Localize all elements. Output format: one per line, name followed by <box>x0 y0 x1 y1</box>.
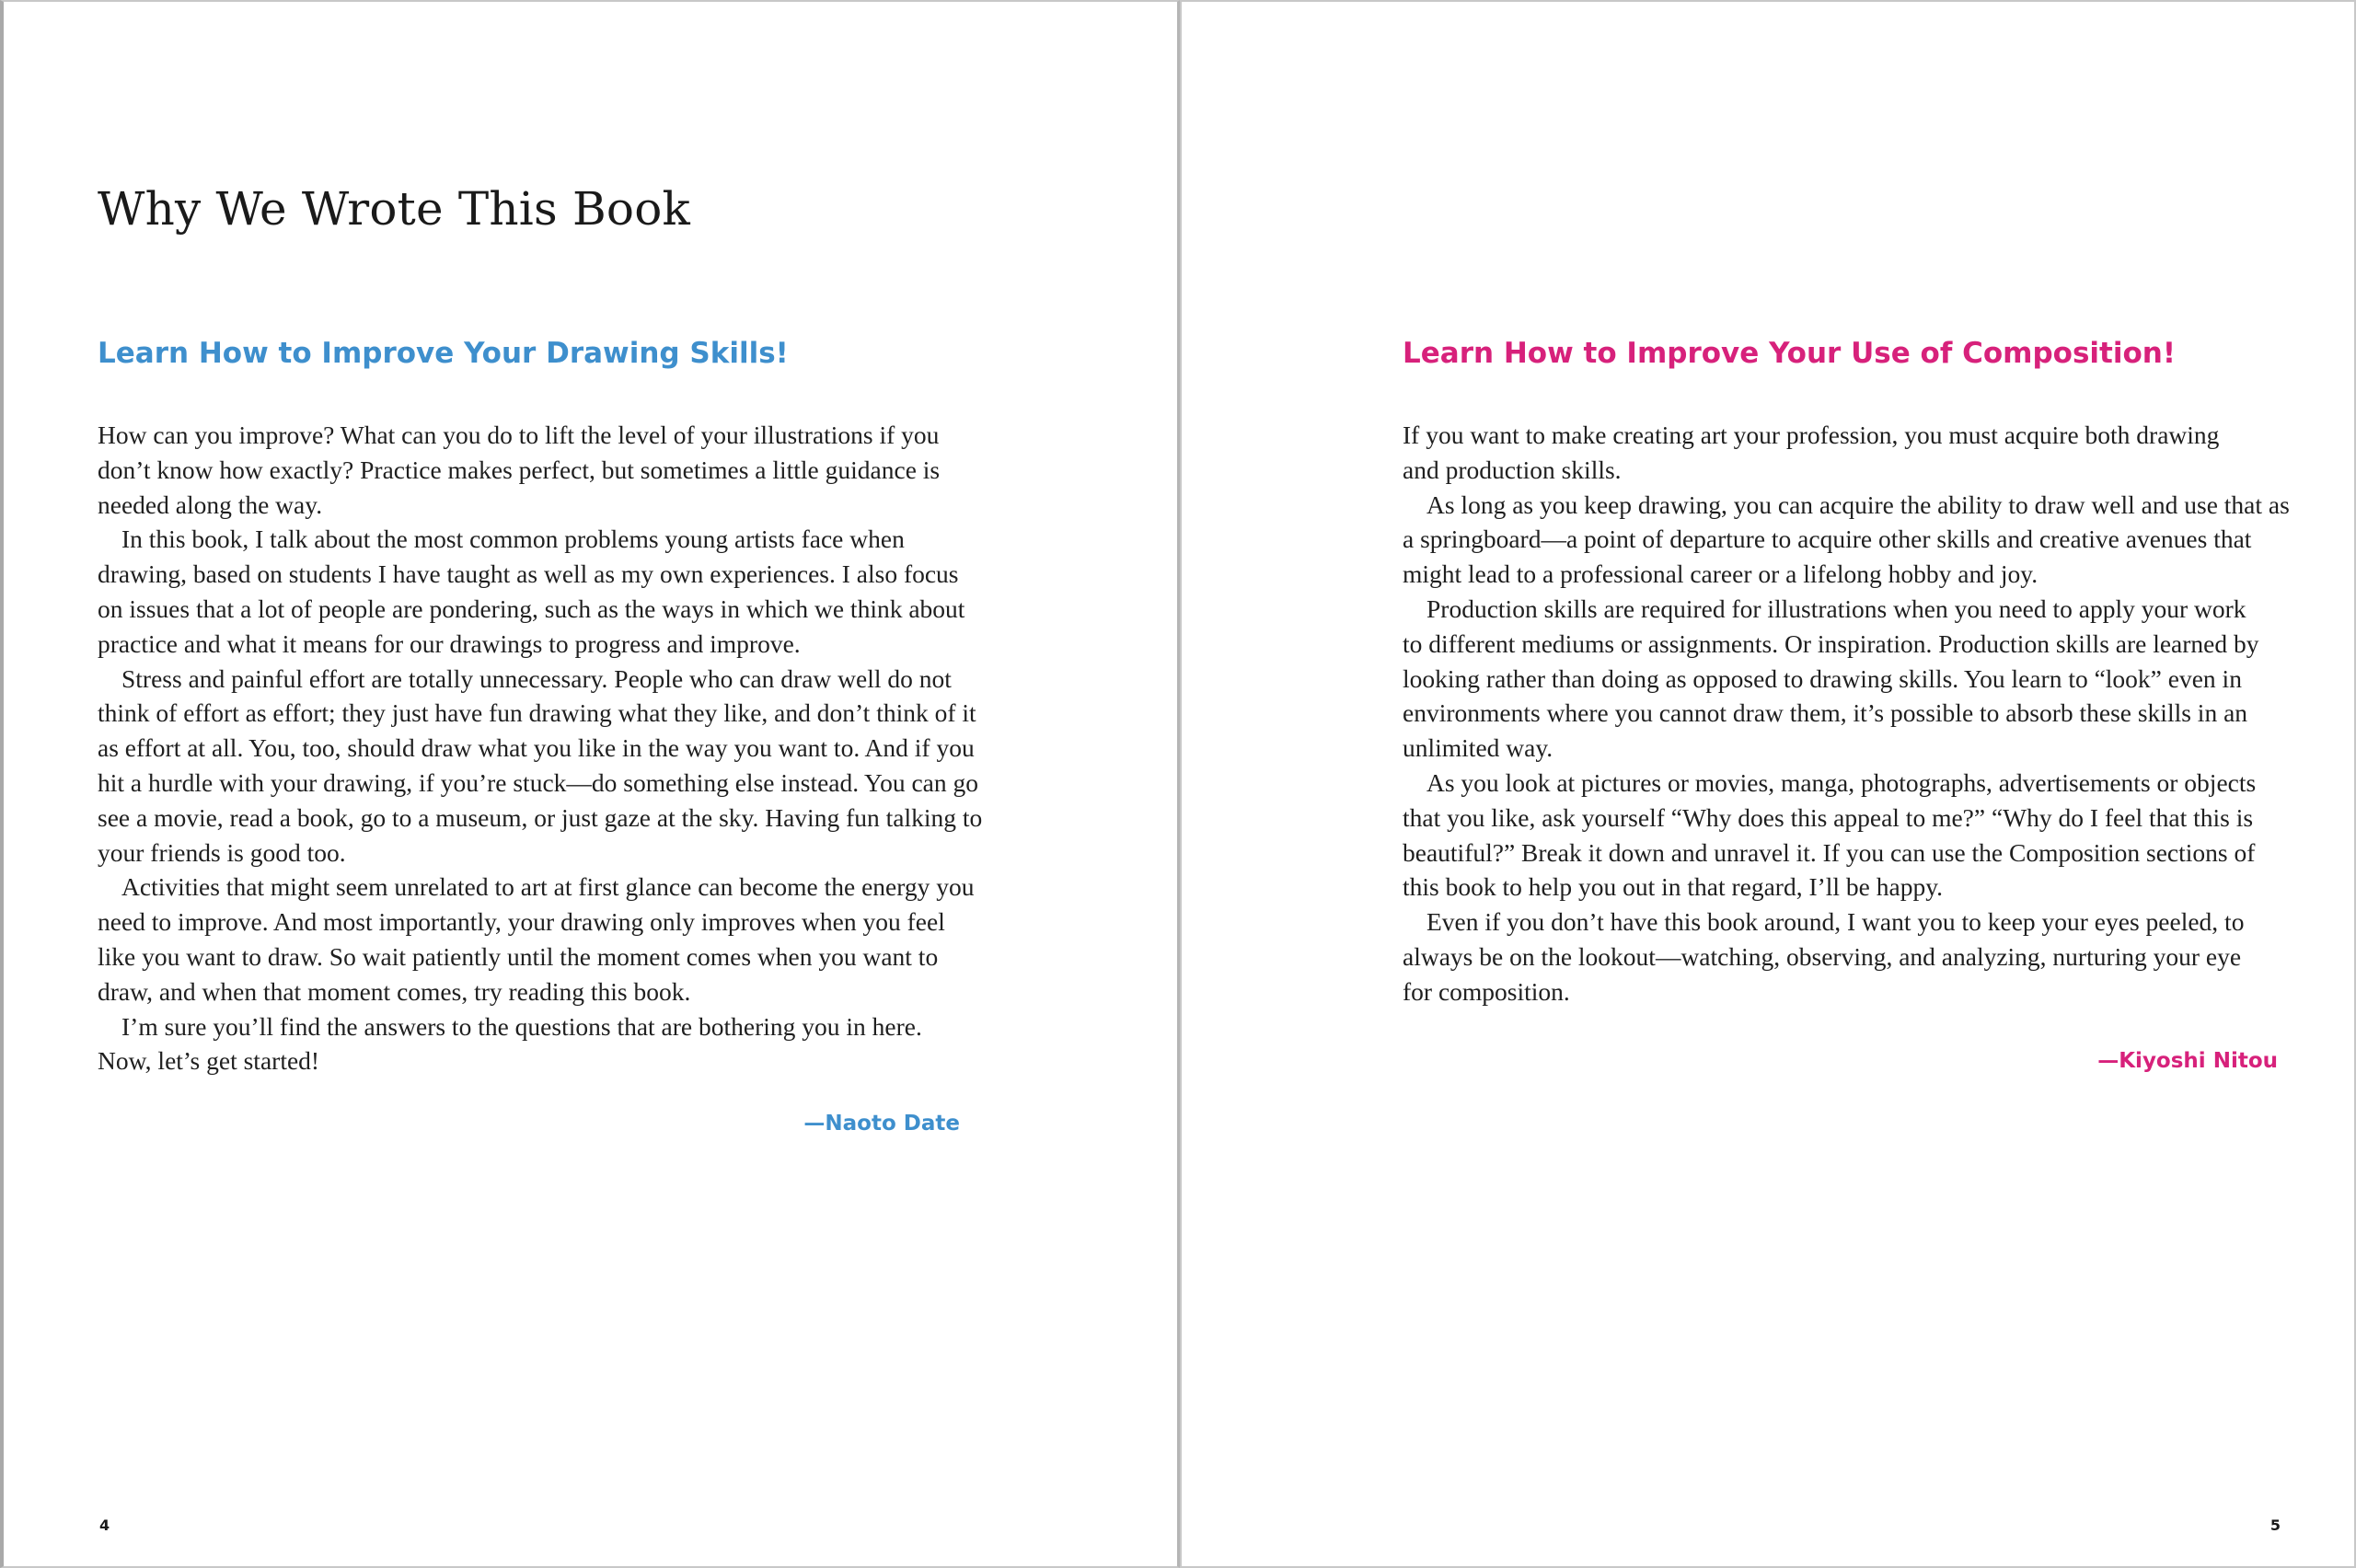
body-line: In this book, I talk about the most common problems young artists face when <box>121 525 905 554</box>
body-line: think of effort as effort; they just have fun drawing what they like, and don’t think of it <box>98 698 976 728</box>
left-body-text <box>98 418 983 1078</box>
body-line: environments where you cannot draw them, it’s possible to absorb these skills in an <box>1403 698 2248 728</box>
body-line: draw, and when that moment comes, try reading this book. <box>98 976 691 1006</box>
body-line: Stress and painful effort are totally unnecessary. People who can draw well do not <box>121 663 952 693</box>
right-signature: —Kiyoshi Nitou <box>2097 1049 2278 1073</box>
page-number-left: 4 <box>99 1516 110 1534</box>
body-line: this book to help you out in that regard, I’ll be happy. <box>1403 872 1944 902</box>
body-line: unlimited way. <box>1403 733 1553 763</box>
body-line: and production skills. <box>1403 455 1622 484</box>
body-line: needed along the way. <box>98 490 323 519</box>
body-line: need to improve. And most importantly, your drawing only improves when you feel <box>98 907 945 937</box>
body-line: for composition. <box>1403 976 1570 1006</box>
body-line: as effort at all. You, too, should draw what you like in the way you want to. And if you <box>98 733 975 763</box>
body-line: I’m sure you’ll find the answers to the questions that are bothering you in here. <box>121 1011 922 1041</box>
body-line: always be on the lookout—watching, observing, and analyzing, nurturing your eye <box>1403 941 2242 971</box>
body-line: to different mediums or assignments. Or inspiration. Production skills are learned by <box>1403 628 2259 658</box>
left-signature: —Naoto Date <box>803 1112 960 1136</box>
body-line: practice and what it means for our drawings to progress and improve. <box>98 628 801 658</box>
body-line: like you want to draw. So wait patiently until the moment comes when you want to <box>98 941 939 971</box>
body-line: hit a hurdle with your drawing, if you’re stuck—do something else instead. You can go <box>98 767 978 797</box>
body-line: see a movie, read a book, go to a museum, or just gaze at the sky. Having fun talking to <box>98 802 983 832</box>
page-number-right: 5 <box>2269 1516 2281 1534</box>
right-page <box>1180 0 2356 1568</box>
body-line: Production skills are required for illustrations when you need to apply your work <box>1426 594 2246 623</box>
body-line: that you like, ask yourself “Why does this appeal to me?” “Why do I feel that this is <box>1403 802 2254 832</box>
right-body-text <box>1403 418 2290 1009</box>
body-line: Activities that might seem unrelated to art at first glance can become the energy you <box>121 872 975 902</box>
body-line: As you look at pictures or movies, manga, photographs, advertisements or objects <box>1426 767 2257 797</box>
body-line: If you want to make creating art your profession, you must acquire both drawing <box>1403 421 2220 449</box>
body-line: Even if you don’t have this book around, I want you to keep your eyes peeled, to <box>1426 907 2245 937</box>
body-line: Now, let’s get started! <box>98 1046 320 1076</box>
body-line: looking rather than doing as opposed to drawing skills. You learn to “look” even in <box>1403 663 2242 693</box>
body-line: your friends is good too. <box>98 837 346 867</box>
body-line: on issues that a lot of people are pondering, such as the ways in which we think about <box>98 594 965 623</box>
body-line: might lead to a professional career or a lifelong hobby and joy. <box>1403 559 2038 589</box>
page-title: Why We Wrote This Book <box>98 182 690 236</box>
body-line: As long as you keep drawing, you can acquire the ability to draw well and use that as <box>1426 490 2290 519</box>
body-line: a springboard—a point of departure to acquire other skills and creative avenues that <box>1403 525 2252 554</box>
left-subheading: Learn How to Improve Your Drawing Skills! <box>98 337 789 370</box>
body-line: drawing, based on students I have taught as well as my own experiences. I also focus <box>98 559 959 589</box>
body-line: don’t know how exactly? Practice makes perfect, but sometimes a little guidance is <box>98 455 941 484</box>
body-line: beautiful?” Break it down and unravel it. If you can use the Composition sections of <box>1403 837 2256 867</box>
right-subheading: Learn How to Improve Your Use of Composition! <box>1403 337 2176 370</box>
body-line: How can you improve? What can you do to lift the level of your illustrations if you <box>98 421 940 449</box>
